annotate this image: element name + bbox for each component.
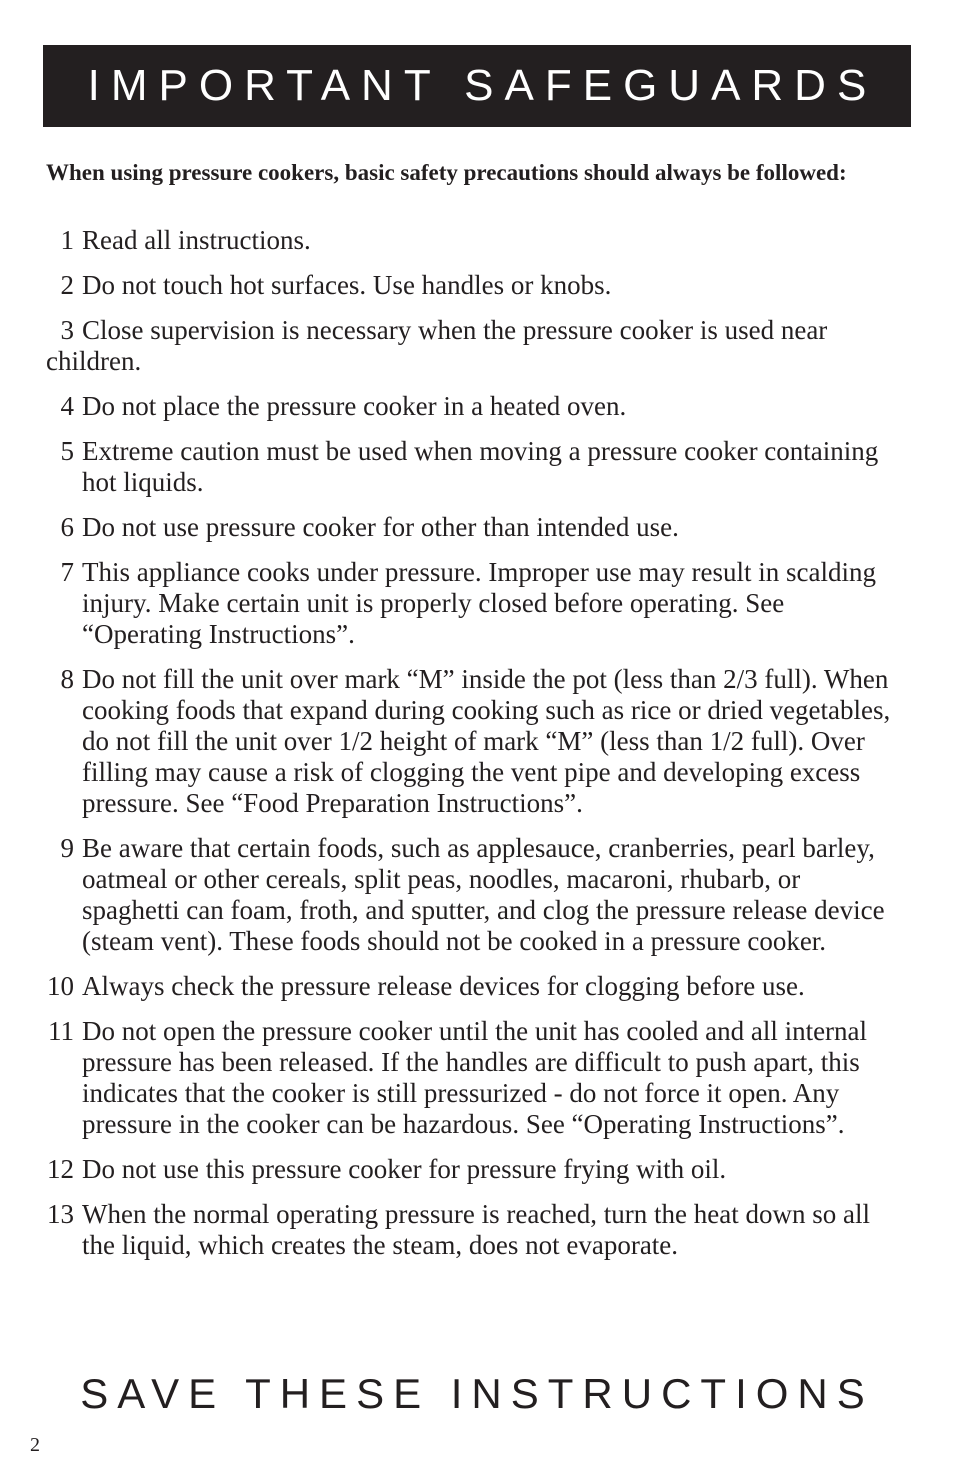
list-item [46, 270, 901, 301]
item-number: 6 [60, 512, 74, 542]
item-text: Always check the pressure release devices for clogging before use. [82, 971, 805, 1001]
item-text: Do not use pressure cooker for other than intended use. [82, 512, 679, 542]
list-item [46, 971, 901, 1002]
safeguards-list [46, 225, 901, 1275]
item-number: 12 [47, 1154, 74, 1184]
item-number: 3 [60, 315, 74, 345]
item-number: 2 [60, 270, 74, 300]
page-title: IMPORTANT SAFEGUARDS [87, 61, 878, 110]
item-number: 1 [60, 225, 74, 255]
list-item [46, 664, 901, 819]
item-number: 13 [47, 1199, 74, 1229]
item-number: 8 [60, 664, 74, 694]
list-item [46, 1154, 901, 1185]
list-item [46, 512, 901, 543]
item-number: 7 [60, 557, 74, 587]
save-instructions-heading: SAVE THESE INSTRUCTIONS [80, 1370, 874, 1417]
item-text: Do not use this pressure cooker for pressure frying with oil. [82, 1154, 727, 1184]
item-text: Read all instructions. [82, 225, 311, 255]
item-text: When the normal operating pressure is reached, turn the heat down so all the liquid, which creates the steam, does not evaporate. [82, 1199, 870, 1260]
item-number: 4 [60, 391, 74, 421]
item-text: Do not touch hot surfaces. Use handles or knobs. [82, 270, 612, 300]
list-item [46, 1016, 901, 1140]
item-number: 9 [60, 833, 74, 863]
item-text: Do not open the pressure cooker until the unit has cooled and all internal pressure has been released. If the handles are difficult to push apart, this indicates that the cooker is still pressurized - do not force it open. Any pressure in the cooker can be hazardous. See “Operating Instructions”. [82, 1016, 868, 1139]
list-item [46, 391, 901, 422]
item-text: Close supervision is necessary when the pressure cooker is used near children. [46, 315, 828, 376]
item-text: Do not fill the unit over mark “M” inside the pot (less than 2/3 full). When cooking foods that expand during cooking such as rice or dried vegetables, do not fill the unit over 1/2 height of mark “M” (less than 1/2 full). Over filling may cause a risk of clogging the vent pipe and developing excess pressure. See “Food Preparation Instructions”. [82, 664, 891, 818]
list-item [46, 315, 901, 377]
list-item [46, 557, 901, 650]
item-number: 11 [48, 1016, 74, 1046]
item-number: 5 [60, 436, 74, 466]
item-number: 10 [47, 971, 74, 1001]
list-item [46, 833, 901, 957]
item-text: Be aware that certain foods, such as applesauce, cranberries, pearl barley, oatmeal or other cereals, split peas, noodles, macaroni, rhubarb, or spaghetti can foam, froth, and sputter, and clog the pressure release device (steam vent). These foods should not be cooked in a pressure cooker. [82, 833, 885, 956]
list-item [46, 436, 901, 498]
list-item [46, 225, 901, 256]
page-number: 2 [30, 1434, 40, 1456]
item-text: This appliance cooks under pressure. Improper use may result in scalding injury. Make certain unit is properly closed before operating. See “Operating Instructions”. [82, 557, 877, 649]
item-text: Extreme caution must be used when moving a pressure cooker containing hot liquids. [82, 436, 879, 497]
item-text: Do not place the pressure cooker in a heated oven. [82, 391, 627, 421]
list-item [46, 1199, 901, 1261]
header-banner [43, 45, 911, 127]
intro-text: When using pressure cookers, basic safety precautions should always be followed: [46, 160, 847, 185]
